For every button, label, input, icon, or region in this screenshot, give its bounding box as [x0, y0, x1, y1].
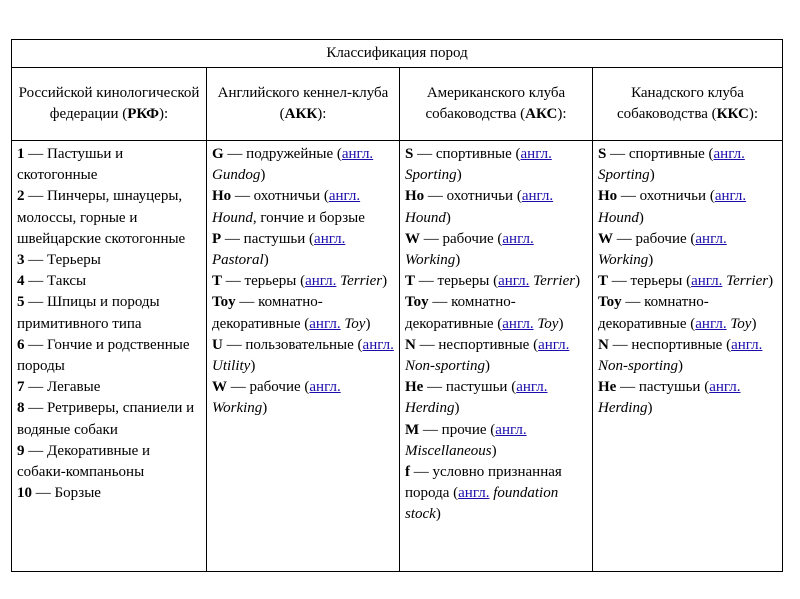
group-description: — комнатно-декоративные [405, 294, 516, 332]
english-link[interactable]: англ. [714, 188, 747, 205]
column-kks [593, 141, 783, 572]
english-name: Sporting [405, 167, 457, 184]
entry-tail: ) [445, 209, 451, 226]
group-description: — неспортивные [415, 336, 530, 353]
english-link[interactable]: англ. [709, 379, 741, 396]
group-description: — Легавые [24, 379, 101, 396]
english-name: Non-sporting [405, 358, 486, 375]
english-name: Hound [405, 209, 446, 226]
column-header-rkf: Российской кинологической федерации (РКФ): [12, 68, 207, 141]
english-link[interactable]: англ. [309, 315, 341, 332]
english-link[interactable]: англ. [538, 336, 570, 353]
group-code: W [598, 230, 613, 247]
group-entry-rkf [17, 144, 202, 186]
entry-tail: , гончие и борзые [252, 209, 365, 226]
group-description: — пастушьи [616, 379, 701, 396]
group-code: 5 [17, 294, 25, 311]
group-description: — спортивные [606, 146, 705, 162]
group-code: Ho [598, 188, 618, 205]
group-code: W [212, 379, 227, 396]
group-entry-rkf [17, 441, 202, 483]
group-entry-akk: P — пастушьи (англ. Pastoral) [212, 230, 346, 269]
group-code: N [405, 336, 416, 353]
group-description: — Пинчеры, шнауцеры, молоссы, горные и швейцарские скотогонные [17, 188, 186, 247]
group-entry-akk: Toy — комнатно-декоративные (англ. Toy) [212, 294, 371, 332]
group-code: 6 [17, 336, 25, 353]
column-header-aks: Американского клуба собаководства (АКС): [400, 68, 593, 141]
english-name: Gundog [212, 167, 261, 184]
english-name: foundation stock [405, 485, 559, 523]
group-description: — охотничьи [424, 188, 514, 205]
english-link[interactable]: англ. [309, 379, 341, 396]
group-code: 4 [17, 273, 25, 290]
column-header-kks: Канадского клуба собаководства (ККС): [593, 68, 783, 141]
group-entry-rkf [17, 292, 202, 334]
group-entry-rkf [17, 398, 202, 440]
group-description: — Терьеры [24, 252, 101, 269]
entry-tail: ) [647, 400, 653, 417]
group-entry-akk: Ho — охотничьи (англ. Hound, гончие и борзые [212, 188, 365, 226]
english-name: Toy [537, 315, 559, 332]
english-name: Hound [212, 209, 253, 226]
english-link[interactable]: англ. [695, 315, 727, 332]
entry-tail: ) [435, 506, 441, 523]
english-link[interactable]: англ. [502, 315, 534, 332]
group-description: — комнатно-декоративные [212, 294, 323, 332]
group-description: — Декоративные и собаки-компаньоны [17, 442, 151, 481]
group-entry-rkf [17, 335, 202, 377]
group-entry-aks: N — неспортивные (англ. Non-sporting) [405, 336, 570, 375]
group-description: — Пастушьи и скотогонные [17, 146, 124, 184]
group-code: 10 [17, 485, 32, 502]
entry-tail: ) [638, 209, 644, 226]
entry-tail: ) [558, 315, 564, 332]
group-entry-kks: Toy — комнатно-декоративные (англ. Toy) [598, 294, 757, 332]
group-description: — пользовательные [222, 336, 354, 353]
group-code: He [405, 379, 424, 396]
english-name: Working [212, 400, 263, 417]
english-link[interactable]: англ. [362, 336, 394, 353]
group-description: — пастушьи [423, 379, 508, 396]
english-name: Working [598, 252, 649, 269]
group-entry-kks: Ho — охотничьи (англ. Hound) [598, 188, 747, 226]
group-code: M [405, 421, 420, 438]
english-name: Working [405, 252, 456, 269]
entry-tail: ) [260, 167, 266, 184]
entry-tail: ) [649, 167, 655, 184]
english-link[interactable]: англ. [695, 230, 727, 247]
column-header-akk: Английского кеннел-клуба (АКК): [207, 68, 400, 141]
group-code: 8 [17, 400, 25, 417]
table-title: Классификация пород [12, 40, 783, 68]
english-name: Utility [212, 358, 251, 375]
group-code: f [405, 464, 410, 481]
english-name: Miscellaneous [405, 442, 492, 459]
group-description: — комнатно-декоративные [598, 294, 709, 332]
group-entry-aks: Ho — охотничьи (англ. Hound) [405, 188, 554, 226]
entry-tail: ) [454, 400, 460, 417]
english-name: Toy [730, 315, 752, 332]
english-link[interactable]: англ. [328, 188, 361, 205]
group-code: Ho [405, 188, 425, 205]
group-code: 1 [17, 146, 25, 162]
group-entry-rkf [17, 186, 202, 250]
group-code: Toy [212, 294, 236, 311]
entry-tail: ) [751, 315, 757, 332]
entry-tail: ) [250, 358, 256, 375]
english-link[interactable]: англ. [713, 146, 745, 162]
english-link[interactable]: англ. [341, 146, 374, 162]
english-name: Herding [405, 400, 455, 417]
group-description: — Шпицы и породы примитивного типа [17, 294, 160, 332]
group-entry-aks: He — пастушьи (англ. Herding) [405, 379, 548, 417]
group-description: — прочие [419, 421, 487, 438]
english-link[interactable]: англ. [502, 230, 534, 247]
group-code: Toy [405, 294, 429, 311]
group-code: He [598, 379, 617, 396]
group-entry-rkf [17, 250, 202, 271]
group-entry-rkf [17, 271, 202, 292]
group-code: P [212, 230, 222, 247]
column-aks [400, 141, 593, 572]
group-code: 2 [17, 188, 25, 205]
group-code: T [598, 273, 609, 290]
english-name: Terrier [533, 273, 576, 290]
entry-tail: ) [262, 400, 268, 417]
group-code: Ho [212, 188, 232, 205]
group-description: — охотничьи [617, 188, 707, 205]
group-entry-kks: W — рабочие (англ. Working) [598, 230, 727, 269]
group-code: 7 [17, 379, 25, 396]
group-entry-akk: T — терьеры (англ. Terrier) [212, 273, 388, 290]
group-code: 9 [17, 442, 25, 459]
group-entry-akk: W — рабочие (англ. Working) [212, 379, 341, 417]
english-link[interactable]: англ. [516, 379, 548, 396]
group-code: Toy [598, 294, 622, 311]
group-description: — терьеры [415, 273, 490, 290]
english-link[interactable]: англ. [314, 230, 346, 247]
group-description: — пастушьи [221, 230, 306, 247]
entry-tail: ) [365, 315, 371, 332]
group-code: U [212, 336, 223, 353]
group-entry-aks: Toy — комнатно-декоративные (англ. Toy) [405, 294, 564, 332]
english-link[interactable]: англ. [731, 336, 763, 353]
group-entry-rkf [17, 483, 202, 504]
group-description: — Таксы [24, 273, 87, 290]
english-name: Herding [598, 400, 648, 417]
group-description: — рабочие [420, 230, 494, 247]
english-link[interactable]: англ. [458, 485, 490, 502]
group-description: — рабочие [613, 230, 687, 247]
group-entry-kks: T — терьеры (англ. Terrier) [598, 273, 774, 290]
group-description: — неспортивные [608, 336, 723, 353]
group-code: W [405, 230, 420, 247]
group-code: T [212, 273, 223, 290]
group-code: G [212, 146, 224, 162]
group-entry-kks: S — спортивные (англ. Sporting) [598, 146, 745, 184]
entry-tail: ) [491, 442, 497, 459]
group-description: — терьеры [222, 273, 297, 290]
entry-tail: ) [768, 273, 774, 290]
english-link[interactable]: англ. [691, 273, 723, 290]
group-description: — терьеры [608, 273, 683, 290]
group-description: — Борзые [32, 485, 101, 502]
group-description: — подружейные [223, 146, 334, 162]
group-code: 3 [17, 252, 25, 269]
group-entry-kks: N — неспортивные (англ. Non-sporting) [598, 336, 763, 375]
group-entry-aks: M — прочие (англ. Miscellaneous) [405, 421, 527, 459]
group-description: — Ретриверы, спаниели и водяные собаки [17, 400, 195, 438]
entry-tail: ) [678, 358, 684, 375]
group-code: S [598, 146, 607, 162]
group-description: — условно признанная порода [405, 464, 562, 502]
english-name: Terrier [726, 273, 769, 290]
entry-tail: ) [456, 167, 462, 184]
group-entry-kks: He — пастушьи (англ. Herding) [598, 379, 741, 417]
group-entry-aks: S — спортивные (англ. Sporting) [405, 146, 552, 184]
entry-tail: ) [455, 252, 461, 269]
group-description: — охотничьи [231, 188, 321, 205]
english-name: Sporting [598, 167, 650, 184]
column-rkf [12, 141, 207, 572]
group-entry-rkf [17, 377, 202, 398]
english-name: Non-sporting [598, 358, 679, 375]
english-link[interactable]: англ. [520, 146, 552, 162]
entry-tail: ) [648, 252, 654, 269]
english-link[interactable]: англ. [495, 421, 527, 438]
group-code: T [405, 273, 416, 290]
column-akk [207, 141, 400, 572]
group-entry-aks: W — рабочие (англ. Working) [405, 230, 534, 269]
group-entry-aks: T — терьеры (англ. Terrier) [405, 273, 581, 290]
english-link[interactable]: англ. [521, 188, 554, 205]
english-name: Toy [344, 315, 366, 332]
group-entry-akk: G — подружейные (англ. Gundog) [212, 146, 374, 184]
entry-tail: ) [263, 252, 269, 269]
english-link[interactable]: англ. [498, 273, 530, 290]
entry-tail: ) [575, 273, 581, 290]
group-code: N [598, 336, 609, 353]
group-description: — рабочие [227, 379, 301, 396]
group-description: — Гончие и родственные породы [17, 336, 190, 375]
english-name: Hound [598, 209, 639, 226]
english-link[interactable]: англ. [305, 273, 337, 290]
breed-classification-table [11, 39, 783, 572]
english-name: Pastoral [212, 252, 264, 269]
group-entry-akk: U — пользовательные (англ. Utility) [212, 336, 394, 375]
english-name: Terrier [340, 273, 383, 290]
group-description: — спортивные [413, 146, 512, 162]
group-code: S [405, 146, 414, 162]
entry-tail: ) [485, 358, 491, 375]
group-entry-aks: f — условно признанная порода (англ. foundation stock) [405, 464, 562, 523]
entry-tail: ) [382, 273, 388, 290]
